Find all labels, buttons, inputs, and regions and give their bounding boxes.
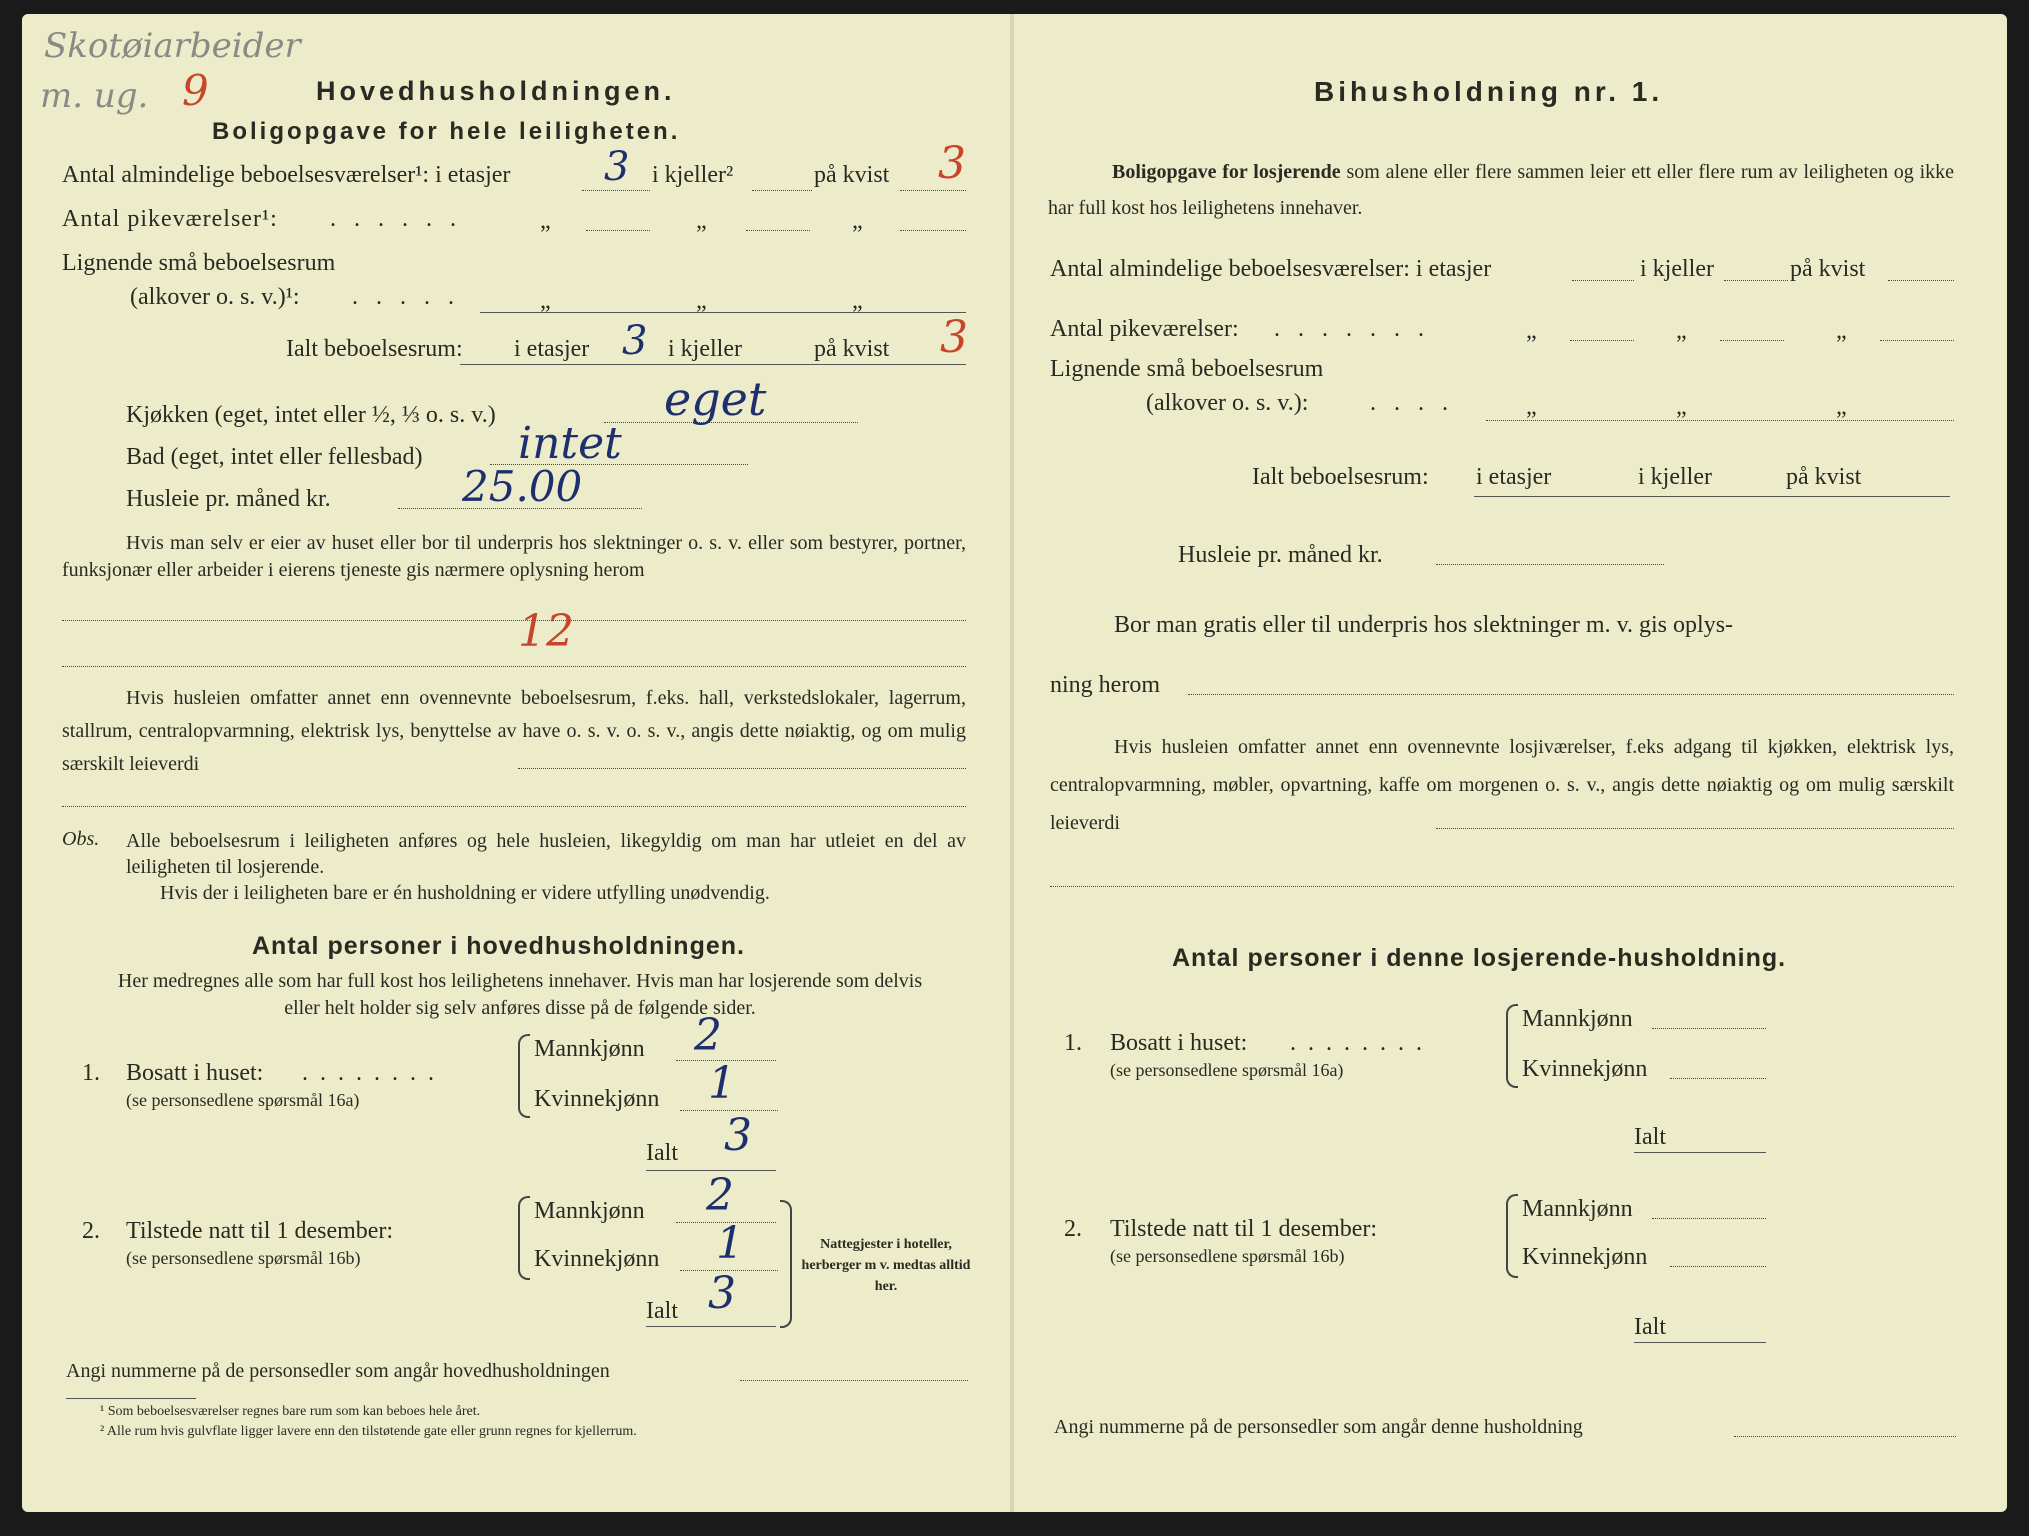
left-angi-line [740, 1380, 968, 1381]
right-extra-line-2 [1050, 886, 1954, 887]
q2-total-rule [646, 1326, 776, 1327]
right-pike-dots: ....... [1274, 316, 1442, 342]
right-intro-bold: Boligopgave for losjerende [1112, 161, 1341, 183]
right-q2-num: 2. [1064, 1216, 1082, 1242]
right-total-kvist-label: på kvist [1786, 464, 1862, 490]
small-rooms-dots: ..... [352, 284, 472, 310]
right-pike-quote-2: „ [1676, 318, 1687, 344]
q1-male-label: Mannkjønn [534, 1036, 645, 1062]
q2-female-value: 1 [716, 1218, 744, 1269]
page-fold [1010, 14, 1014, 1512]
persons-instruction: Her medregnes alle som har full kost hos leilighetens innehaver. Hvis man har losjerende som delvis eller helt holder sig selv anføres disse på de følgende sider. [117, 970, 923, 1019]
footnote-divider [66, 1398, 196, 1399]
right-small-quote-2: „ [1676, 394, 1687, 420]
extra-instruction: Hvis husleien omfatter annet enn ovennevnte beboelsesrum, f.eks. hall, verkstedslokaler, lagerrum, stallrum, centralopvarmning, elektrisk lys, benyttelse av have o. s. v. o. s. v., angis dette nøiaktig, og om mulig særskilt leieverdi [62, 687, 966, 775]
right-rooms-kvist-line [1888, 280, 1954, 281]
right-persons-title: Antal personer i denne losjerende-husholdning. [1172, 944, 1787, 972]
pike-line-1 [586, 230, 650, 231]
pike-line-2 [746, 230, 810, 231]
pike-quote-1: „ [540, 208, 551, 234]
bath-value: intet [518, 418, 622, 469]
q2-brace [518, 1196, 530, 1280]
q1-sub: (se personsedlene spørsmål 16a) [126, 1090, 360, 1110]
total-kvist-label: på kvist [814, 336, 890, 362]
right-q1-total-label: Ialt [1634, 1124, 1666, 1150]
q1-female-value: 1 [708, 1058, 736, 1109]
right-small-sub: (alkover o. s. v.): [1146, 390, 1309, 416]
rooms-label: Antal almindelige beboelsesværelser¹: i etasjer [62, 162, 511, 188]
right-q1-female-line [1670, 1078, 1766, 1079]
q2-male-label: Mannkjønn [534, 1198, 645, 1224]
right-total-rule [1474, 496, 1950, 497]
rooms-kjeller-label: i kjeller² [652, 162, 734, 188]
right-angi-line [1734, 1436, 1956, 1437]
q1-male-value: 2 [694, 1010, 722, 1061]
small-rooms-rule [480, 312, 966, 313]
total-etasjer-label: i etasjer [514, 336, 590, 362]
right-q1-male-line [1652, 1028, 1766, 1029]
q1-total-value: 3 [724, 1110, 752, 1161]
total-etasjer-value: 3 [622, 318, 648, 364]
right-intro-rest: som alene eller flere sammen leier ett eller flere rum av leiligheten og ikke har full kost hos leilighetens innehaver. [1048, 161, 1955, 219]
q2-label: Tilstede natt til 1 desember: [126, 1218, 394, 1244]
owner-line-1 [62, 620, 966, 621]
bath-label: Bad (eget, intet eller fellesbad) [126, 444, 423, 470]
left-subtitle: Boligopgave for hele leiligheten. [212, 118, 681, 145]
right-pike-label: Antal pikeværelser: [1050, 316, 1239, 342]
owner-instruction: Hvis man selv er eier av huset eller bor til underpris hos slektninger o. s. v. eller som bestyrer, portner, funksjonær eller arbeider i eierens tjeneste gis nærmere oplysning herom [62, 532, 966, 581]
pike-quote-2: „ [696, 208, 707, 234]
pike-dots: ...... [330, 206, 474, 232]
right-gratis-line [1188, 694, 1954, 695]
rent-label: Husleie pr. måned kr. [126, 486, 331, 512]
pike-quote-3: „ [852, 208, 863, 234]
q2-total-label: Ialt [646, 1298, 678, 1324]
footnote-1: ¹ Som beboelsesværelser regnes bare rum som kan beboes hele året. [100, 1404, 481, 1419]
right-q2-brace [1506, 1194, 1518, 1278]
kitchen-value: eget [664, 372, 767, 426]
right-rent-label: Husleie pr. måned kr. [1178, 542, 1383, 568]
q2-female-label: Kvinnekjønn [534, 1246, 660, 1272]
obs-text-1: Alle beboelsesrum i leiligheten anføres og hele husleien, likegyldig om man har utleiet en del av leiligheten til losjerende. [126, 830, 966, 878]
persons-title: Antal personer i hovedhusholdningen. [252, 932, 745, 960]
q1-brace [518, 1034, 530, 1118]
right-rooms-etasjer-line [1572, 280, 1634, 281]
right-small-label: Lignende små beboelsesrum [1050, 356, 1324, 382]
rooms-kvist-label: på kvist [814, 162, 890, 188]
right-intro [1048, 154, 1954, 226]
rooms-etasjer-value: 3 [604, 144, 630, 190]
q2-num: 2. [82, 1218, 100, 1244]
obs-text-2: Hvis der i leiligheten bare er én husholdning er videre utfylling unødvendig. [160, 882, 770, 904]
right-gratis-1: Bor man gratis eller til underpris hos slektninger m. v. gis oplys- [1114, 612, 1734, 638]
small-quote-3: „ [852, 288, 863, 314]
total-rule [460, 364, 966, 365]
right-q1-label: Bosatt i huset: [1110, 1030, 1248, 1056]
q2-right-brace [780, 1200, 792, 1328]
right-q2-female-label: Kvinnekjønn [1522, 1244, 1648, 1270]
right-q1-female-label: Kvinnekjønn [1522, 1056, 1648, 1082]
pike-label: Antal pikeværelser¹: [62, 206, 278, 232]
right-rooms-kjeller-label: i kjeller [1640, 256, 1714, 282]
q1-total-label: Ialt [646, 1140, 678, 1166]
right-q2-female-line [1670, 1266, 1766, 1267]
right-rooms-label: Antal almindelige beboelsesværelser: i etasjer [1050, 256, 1492, 282]
right-q1-total-rule [1634, 1152, 1766, 1153]
right-title: Bihusholdning nr. 1. [1314, 76, 1664, 107]
right-q1-dots: ........ [1290, 1030, 1434, 1056]
pike-line-3 [900, 230, 966, 231]
right-q1-brace [1506, 1004, 1518, 1088]
right-pike-line-1 [1570, 340, 1634, 341]
red-mark: 12 [518, 606, 574, 657]
right-small-dots: .... [1370, 390, 1466, 416]
night-guests-note: Nattegjester i hoteller, herberger m v. medtas alltid her. [801, 1237, 971, 1294]
small-quote-1: „ [540, 288, 551, 314]
right-angi-label: Angi nummerne på de personsedler som angår denne husholdning [1054, 1416, 1583, 1438]
q1-dots: ........ [302, 1060, 446, 1086]
owner-line-2 [62, 666, 966, 667]
left-title: Hovedhusholdningen. [316, 76, 676, 106]
right-q1-num: 1. [1064, 1030, 1082, 1056]
right-q1-sub: (se personsedlene spørsmål 16a) [1110, 1060, 1344, 1080]
total-kvist-value: 3 [940, 312, 968, 363]
total-kjeller-label: i kjeller [668, 336, 742, 362]
q1-num: 1. [82, 1060, 100, 1086]
q2-total-value: 3 [708, 1268, 736, 1319]
right-extra-instruction: Hvis husleien omfatter annet enn ovennevnte losjiværelser, f.eks adgang til kjøkken, elektrisk lys, centralopvarmning, møbler, opvartning, kaffe om morgenen o. s. v., angis dette nøiaktig og om mulig særskilt leieverdi [1050, 736, 1954, 834]
right-q2-total-label: Ialt [1634, 1314, 1666, 1340]
right-rooms-kjeller-line [1724, 280, 1788, 281]
rooms-etasjer-line [582, 190, 650, 191]
small-quote-2: „ [696, 288, 707, 314]
right-total-kjeller-label: i kjeller [1638, 464, 1712, 490]
footnote-2: ² Alle rum hvis gulvflate ligger lavere enn den tilstøtende gate eller grunn regnes for kjellerrum. [100, 1424, 637, 1439]
right-q2-total-rule [1634, 1342, 1766, 1343]
right-total-label: Ialt beboelsesrum: [1252, 464, 1429, 490]
red-number: 9 [182, 66, 209, 115]
right-pike-line-2 [1720, 340, 1784, 341]
rent-value: 25.00 [462, 462, 583, 511]
rooms-kvist-value: 3 [938, 138, 966, 189]
total-label: Ialt beboelsesrum: [286, 336, 463, 362]
kitchen-label: Kjøkken (eget, intet eller ½, ⅓ o. s. v.) [126, 402, 496, 428]
left-angi-label: Angi nummerne på de personsedler som angår hovedhusholdningen [66, 1360, 610, 1382]
pencil-note-2: m. ug. [40, 76, 149, 116]
right-q2-sub: (se personsedlene spørsmål 16b) [1110, 1246, 1345, 1266]
right-pike-line-3 [1880, 340, 1954, 341]
right-pike-quote-1: „ [1526, 318, 1537, 344]
q2-sub: (se personsedlene spørsmål 16b) [126, 1248, 361, 1268]
rooms-kjeller-line [752, 190, 812, 191]
right-small-quote-3: „ [1836, 394, 1847, 420]
right-extra-line-1 [1436, 828, 1954, 829]
right-q1-male-label: Mannkjønn [1522, 1006, 1633, 1032]
small-rooms-label: Lignende små beboelsesrum [62, 250, 336, 276]
pencil-note-occupation: Skotøiarbeider [44, 26, 301, 66]
right-gratis-2: ning herom [1050, 672, 1160, 698]
right-q2-label: Tilstede natt til 1 desember: [1110, 1216, 1378, 1242]
right-small-rule [1486, 420, 1954, 421]
right-small-quote-1: „ [1526, 394, 1537, 420]
right-rooms-kvist-label: på kvist [1790, 256, 1866, 282]
q2-male-value: 2 [706, 1170, 734, 1221]
extra-line-1 [518, 768, 966, 769]
extra-line-2 [62, 806, 966, 807]
right-total-etasjer-label: i etasjer [1476, 464, 1552, 490]
right-q2-male-label: Mannkjønn [1522, 1196, 1633, 1222]
obs-label: Obs. [62, 828, 100, 850]
q1-female-label: Kvinnekjønn [534, 1086, 660, 1112]
small-rooms-sub: (alkover o. s. v.)¹: [130, 284, 300, 310]
right-q2-male-line [1652, 1218, 1766, 1219]
q1-label: Bosatt i huset: [126, 1060, 264, 1086]
rooms-kvist-line [900, 190, 966, 191]
right-pike-quote-3: „ [1836, 318, 1847, 344]
right-rent-line [1436, 564, 1664, 565]
